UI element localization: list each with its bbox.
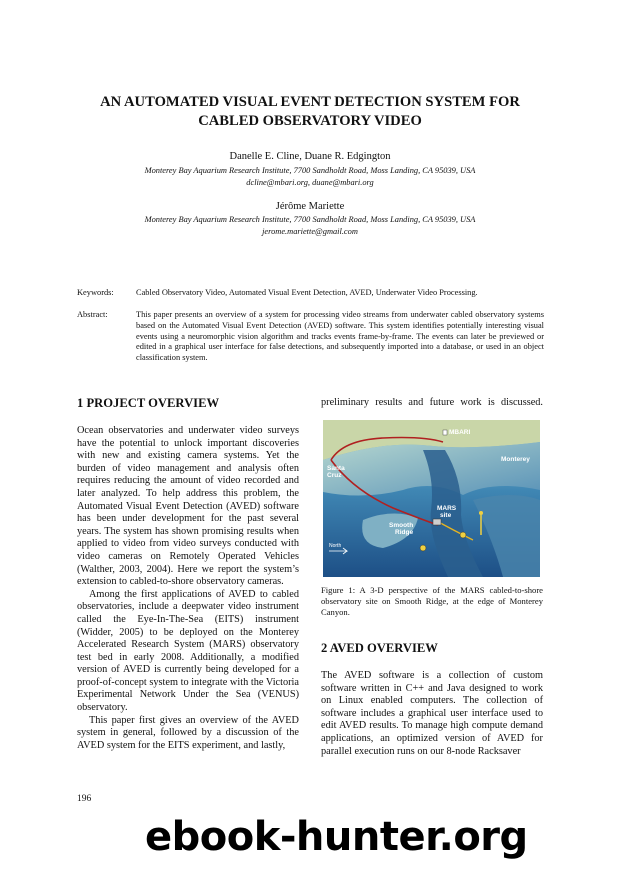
page-number: 196 [77,794,92,804]
section-1-text [77,425,299,752]
affiliation-1: Monterey Bay Aquarium Research Institute, 7700 Sandholdt Road, Moss Landing, CA 95039, USA [144,166,476,175]
keywords-label: Keywords: [77,288,114,297]
author-emails-2: jerome.mariette@gmail.com [262,227,358,236]
label-north: North [329,543,342,549]
section-2-paragraph-1: The AVED software is a collection of custom software written in C++ and Java designed to work on Linux enabled computers. The collection of software includes a graphical user interface used to edit AVED results. To manage high compute demand applications, an optimized version of AVED for parallel execution runs on our 8-node Racksaver [321,670,543,757]
author-emails-1: dcline@mbari.org, duane@mbari.org [246,178,374,187]
label-santa-cruz-line-2: Cruz [327,472,342,479]
section-2-heading: 2 AVED OVERVIEW [321,641,438,655]
section-1-paragraph-2: Among the first applications of AVED to cabled observatories, include a deepwater video instrument called the Eye-In-The-Sea (EITS) instrument (Widder, 2005) to be deployed on the Monterey Accelerated Research System (MARS) observatory test bed in early 2008. Additionally, a modified version of AVED is currently being developed for a proof-of-concept system to integrate with the Victoria Experimental Network Under the Sea (VENUS) observatory. [77,588,299,714]
watermark: ebook-hunter.org [145,814,528,860]
label-santa-cruz-line-1: Santa [327,465,345,472]
label-smooth-ridge-line-1: Smooth [389,522,414,529]
keywords-text: Cabled Observatory Video, Automated Visual Event Detection, AVED, Underwater Video Processing. [136,288,478,297]
author-names-2: Jérôme Mariette [275,201,345,212]
label-mars-line-1: MARS [437,505,457,512]
abstract-label: Abstract: [77,310,108,319]
label-mbari: MBARI [449,429,471,436]
abstract-text: This paper presents an overview of a system for processing video streams from underwater cabled observatory systems based on the Automated Visual Event Detection (AVED) software. This system identifies potentially interesting visual events using a neuromorphic vision algorithm and tracks events frame-by-frame. The events can later be previewed or edited in a graphical user interface for false detections, and subsequently imported into a database, or used in an object classification system. [136,310,544,363]
section-1-paragraph-3: This paper first gives an overview of the AVED system in general, followed by a discussion of the AVED system for the EITS experiment, and lastly, [77,714,299,751]
section-1-heading: 1 PROJECT OVERVIEW [77,396,220,410]
buoy-icon [479,511,483,515]
mars-site-figure [323,420,540,577]
affiliation-2: Monterey Bay Aquarium Research Institute, 7700 Sandholdt Road, Moss Landing, CA 95039, USA [144,215,476,224]
section-1-paragraph-1: Ocean observatories and underwater video surveys have the potential to unlock important discoveries with new and existing camera systems. Yet the burden of video management and analysis often requires reducing the amount of video recorded and later analyzed. To help address this problem, the Automated Visual Event Detection (AVED) software has been under development for the past several years. The system has shown promising results when applied to video from video surveys conducted with video cameras on Remotely Operated Vehicles (Walther, 2003, 2004). Here we report the system’s extension to cabled-to-shore observatory cameras. [77,425,299,588]
figure-1-caption: Figure 1: A 3-D perspective of the MARS cabled-to-shore observatory site on Smooth Ridge, at the edge of Monterey Canyon. [321,585,543,617]
title-line-1: AN AUTOMATED VISUAL EVENT DETECTION SYSTEM FOR [100,94,520,110]
label-monterey: Monterey [501,456,530,463]
instrument-node-icon [420,545,426,551]
label-smooth-ridge-line-2: Ridge [395,529,414,536]
label-mars-line-2: site [440,512,452,519]
mars-node-icon [433,519,441,525]
section-1-paragraph-3-continued: preliminary results and future work is discussed. [321,397,543,408]
mbari-building-icon [443,430,447,435]
instrument-node-icon [460,532,466,538]
title-line-2: CABLED OBSERVATORY VIDEO [198,113,422,129]
author-names-1: Danelle E. Cline, Duane R. Edgington [229,151,391,162]
